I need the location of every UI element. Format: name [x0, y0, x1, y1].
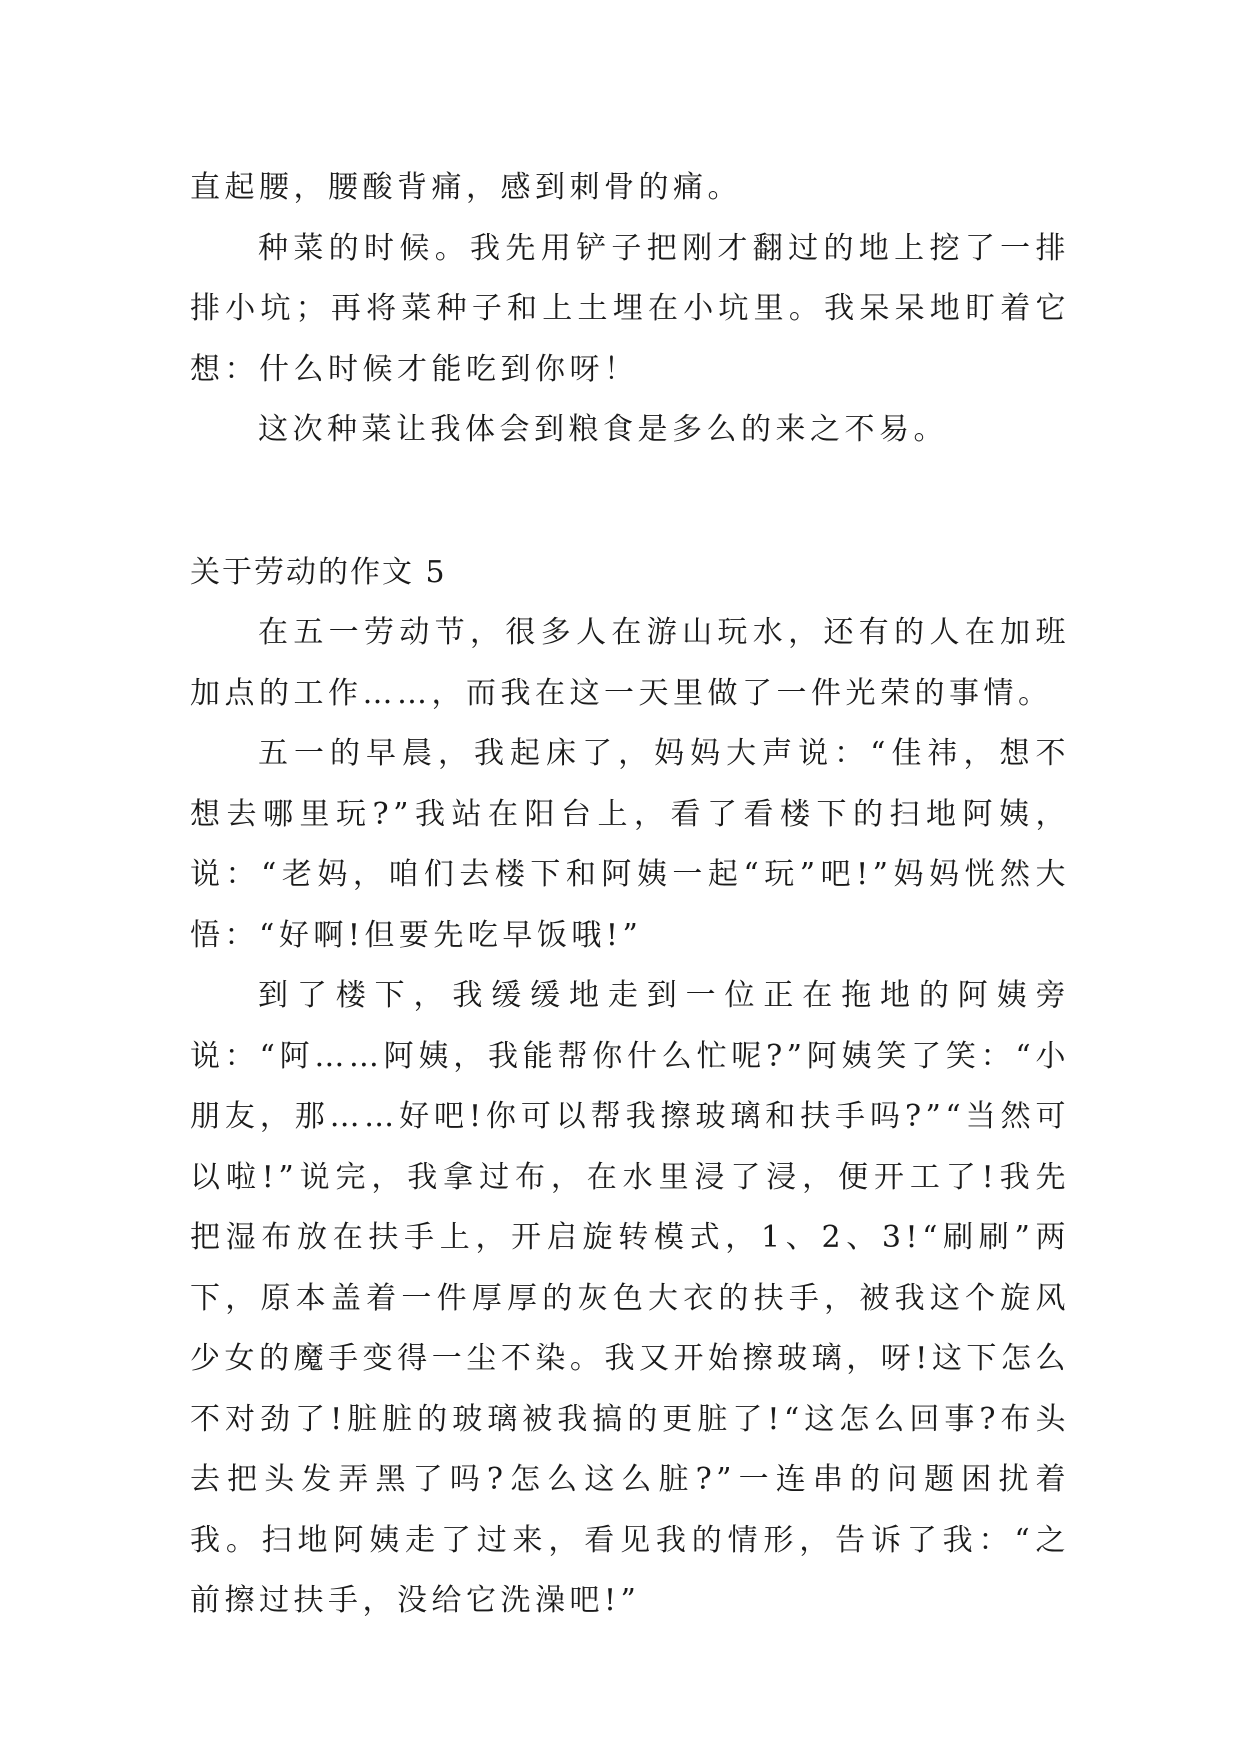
section-title: 关于劳动的作文 5: [190, 554, 447, 590]
paragraph-intro: 在五一劳动节，很多人在游山玩水，还有的人在加班加点的工作……，而我在这一天里做了一件光荣的事情。: [190, 615, 1070, 711]
section-gap: [190, 461, 1070, 543]
document-body: [190, 158, 1070, 1632]
paragraph-conclusion: 这次种菜让我体会到粮食是多么的来之不易。: [258, 412, 948, 447]
paragraph-downstairs: 到了楼下，我缓缓地走到一位正在拖地的阿姨旁说：“阿……阿姨，我能帮你什么忙呢?”阿姨笑了笑：“小朋友，那……好吧!你可以帮我擦玻璃和扶手吗?”“当然可以啦!”说完，我拿过布，在水里浸了浸，便开工了!我先把湿布放在扶手上，开启旋转模式，1、2、3!“刷刷”两下，原本盖着一件厚厚的灰色大衣的扶手，被我这个旋风少女的魔手变得一尘不染。我又开始擦玻璃，呀!这下怎么不对劲了!脏脏的玻璃被我搞的更脏了!“这怎么回事?布头去把头发弄黑了吗?怎么这么脏?”一连串的问题困扰着我。扫地阿姨走了过来，看见我的情形，告诉了我：“之前擦过扶手，没给它洗澡吧!”: [190, 978, 1070, 1618]
paragraph-continuation: 直起腰，腰酸背痛，感到刺骨的痛。: [190, 170, 742, 205]
paragraph-morning: 五一的早晨，我起床了，妈妈大声说：“佳祎，想不想去哪里玩?”我站在阳台上，看了看楼下的扫地阿姨，说：“老妈，咱们去楼下和阿姨一起“玩”吧!”妈妈恍然大悟：“好啊!但要先吃早饭哦!”: [190, 736, 1070, 953]
paragraph-planting: 种菜的时候。我先用铲子把刚才翻过的地上挖了一排排小坑；再将菜种子和上土埋在小坑里。我呆呆地盯着它想：什么时候才能吃到你呀！: [190, 230, 1070, 387]
